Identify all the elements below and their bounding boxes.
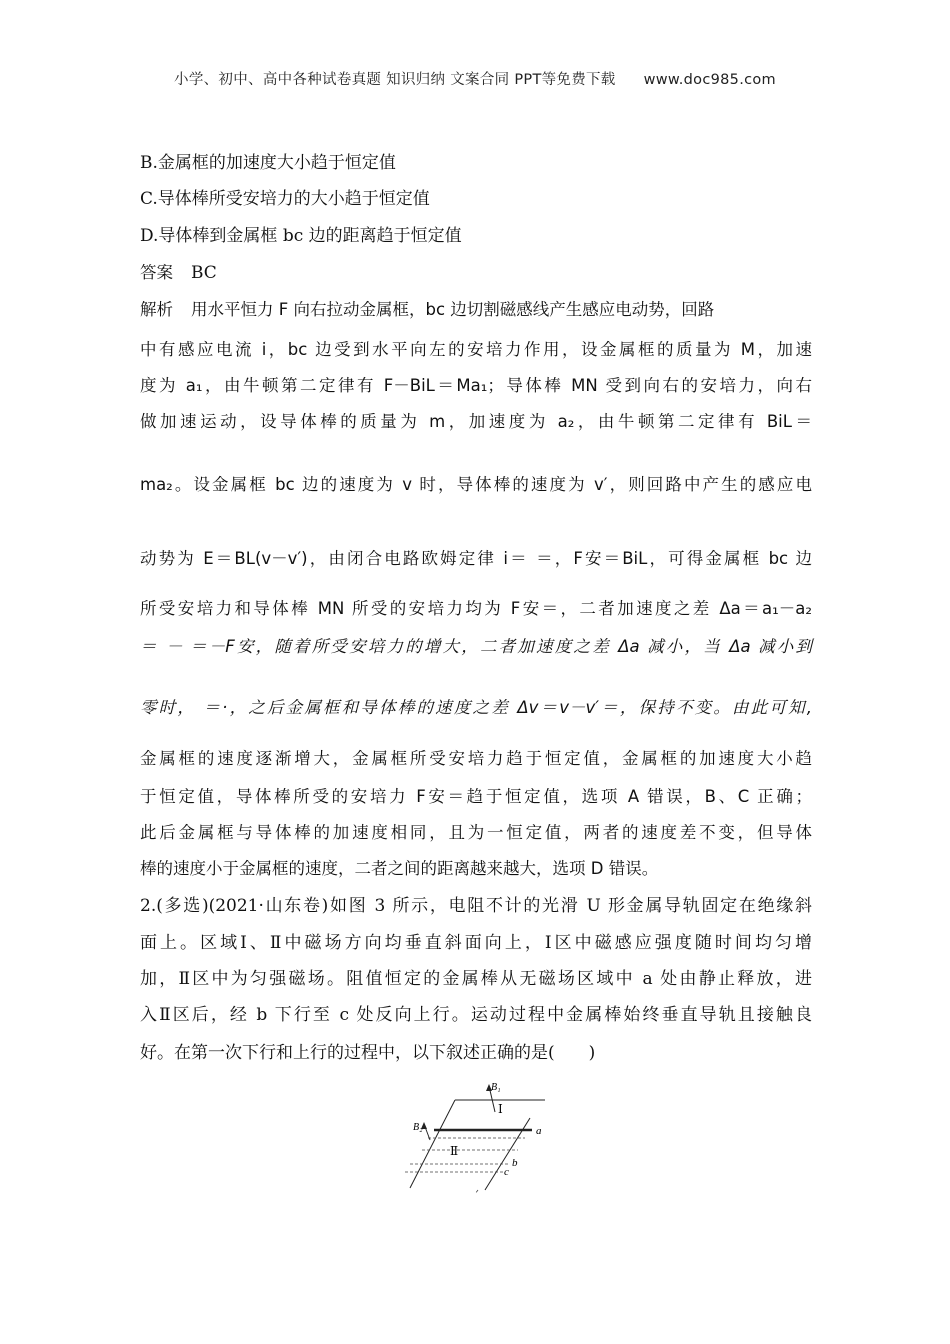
analysis-line-4: 做加速运动，设导体棒的质量为 m，加速度为 a₂，由牛顿第二定律有 BiL＝ — [140, 412, 812, 431]
fig-label-b2: B₂ — [413, 1122, 423, 1133]
answer-line — [140, 263, 812, 283]
option-c: C.导体棒所受安培力的大小趋于恒定值 — [140, 189, 430, 209]
analysis-line-5: ma₂。设金属框 bc 边的速度为 v 时，导体棒的速度为 v′，则回路中产生的感应电 — [140, 475, 812, 494]
option-d: D.导体棒到金属框 bc 边的距离趋于恒定值 — [140, 226, 462, 246]
analysis-line-6: 动势为 E＝BL(v－v′)，由闭合电路欧姆定律 i＝ ＝，F安＝BiL，可得金属框 bc 边 — [140, 549, 812, 568]
analysis-text: 用水平恒力 F 向右拉动金属框，bc 边切割磁感线产生感应电动势，回路 — [191, 300, 715, 319]
answer-value: BC — [191, 263, 217, 283]
question2-line-3: 加，Ⅱ区中为匀强磁场。阻值恒定的金属棒从无磁场区域中 a 处由静止释放，进 — [140, 969, 812, 989]
analysis-line-11: 于恒定值，导体棒所受的安培力 F安＝趋于恒定值，选项 A 错误，B、C 正确； — [140, 787, 812, 806]
analysis-label: 解析 — [140, 300, 173, 319]
fig-label-region1: Ⅰ — [498, 1102, 503, 1116]
page-header — [0, 68, 950, 89]
analysis-line-1 — [140, 300, 812, 320]
fig-label-a: a — [536, 1125, 542, 1137]
analysis-line-7: 所受安培力和导体棒 MN 所受的安培力均为 F安＝，二者加速度之差 Δa＝a₁－a₂ — [140, 599, 812, 618]
analysis-line-3: 度为 a₁，由牛顿第二定律有 F－BiL＝Ma₁；导体棒 MN 受到向右的安培力，向右 — [140, 376, 812, 395]
question2-line-1: 2.(多选)(2021·山东卷)如图 3 所示，电阻不计的光滑 U 形金属导轨固定在绝缘斜 — [140, 896, 812, 916]
analysis-line-12: 此后金属框与导体棒的加速度相同，且为一恒定值，两者的速度差不变，但导体 — [140, 823, 812, 842]
analysis-line-13: 棒的速度小于金属框的速度，二者之间的距离越来越大，选项 D 错误。 — [140, 859, 659, 878]
fig-label-b1: B₁ — [491, 1082, 501, 1093]
fig-label-b: b — [512, 1157, 518, 1169]
figure-3 — [400, 1078, 550, 1193]
question2-line-2: 面上。区域Ⅰ、Ⅱ中磁场方向均垂直斜面向上，Ⅰ区中磁感应强度随时间均匀增 — [140, 933, 812, 953]
answer-label: 答案 — [140, 263, 173, 282]
analysis-line-8: ＝ － ＝－F安，随着所受安培力的增大，二者加速度之差 Δa 减小，当 Δa 减小到 — [140, 637, 812, 656]
analysis-line-2: 中有感应电流 i，bc 边受到水平向左的安培力作用，设金属框的质量为 M，加速 — [140, 340, 812, 359]
option-b: B.金属框的加速度大小趋于恒定值 — [140, 153, 396, 173]
analysis-line-9: 零时， ＝·，之后金属框和导体棒的速度之差 Δv＝v－v′＝，保持不变。由此可知, — [140, 698, 812, 717]
question2-line-5: 好。在第一次下行和上行的过程中，以下叙述正确的是( ) — [140, 1043, 596, 1063]
header-text: 小学、初中、高中各种试卷真题 知识归纳 文案合同 PPT等免费下载 — [174, 72, 616, 88]
header-site[interactable]: www.doc985.com — [643, 72, 776, 88]
fig-label-region2: Ⅱ — [450, 1144, 459, 1158]
fig-label-c: c — [504, 1166, 509, 1178]
question2-line-4: 入Ⅱ区后，经 b 下行至 c 处反向上行。运动过程中金属棒始终垂直导轨且接触良 — [140, 1005, 812, 1025]
analysis-line-10: 金属框的速度逐渐增大，金属框所受安培力趋于恒定值，金属框的加速度大小趋 — [140, 749, 812, 768]
